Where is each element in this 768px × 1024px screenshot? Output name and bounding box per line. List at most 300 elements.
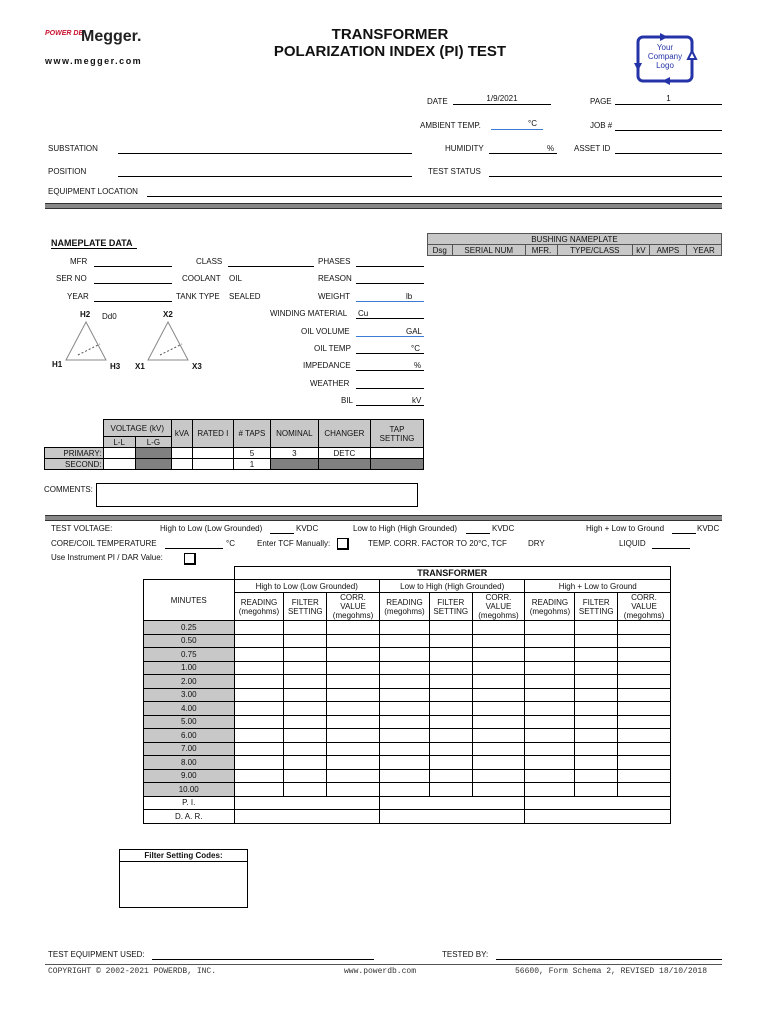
reading-cell[interactable]: [618, 783, 671, 797]
ll-header: L-L: [103, 437, 135, 448]
reading-cell[interactable]: [618, 729, 671, 743]
winding-value: Cu: [358, 309, 369, 318]
mfr-label: MFR: [70, 257, 88, 266]
reading-cell[interactable]: [429, 715, 472, 729]
reading-cell[interactable]: [525, 756, 575, 770]
minutes-header: MINUTES: [144, 580, 235, 621]
rated-header: RATED I: [192, 420, 233, 448]
primary-kva[interactable]: [172, 448, 193, 459]
table-row: [144, 621, 671, 635]
reading-cell[interactable]: [234, 621, 284, 635]
impedance-label: IMPEDANCE: [303, 361, 351, 370]
reading-cell[interactable]: [525, 742, 575, 756]
reading-cell[interactable]: [472, 661, 525, 675]
reading-cell[interactable]: [472, 742, 525, 756]
reading-cell[interactable]: [284, 756, 327, 770]
reading-cell[interactable]: [575, 783, 618, 797]
ser-no-label: SER NO: [56, 274, 87, 283]
reading-cell[interactable]: [284, 661, 327, 675]
reading-cell[interactable]: [575, 634, 618, 648]
primary-rated[interactable]: [192, 448, 233, 459]
reading-cell[interactable]: [379, 634, 429, 648]
reading-cell[interactable]: [284, 742, 327, 756]
equipment-label: TEST EQUIPMENT USED:: [48, 950, 145, 959]
second-rated[interactable]: [192, 459, 233, 470]
primary-nominal[interactable]: 3: [270, 448, 318, 459]
dry-label: DRY: [528, 539, 545, 548]
reading-cell[interactable]: [525, 661, 575, 675]
reason-label: REASON: [318, 274, 352, 283]
reading-cell[interactable]: [327, 742, 380, 756]
minute-cell: 0.50: [144, 634, 235, 648]
reading-cell[interactable]: [618, 634, 671, 648]
job-label: JOB #: [590, 121, 613, 130]
reading-cell[interactable]: [429, 675, 472, 689]
sub-header-0-0: READING (megohms): [234, 593, 284, 621]
reading-cell[interactable]: [429, 702, 472, 716]
reading-cell[interactable]: [234, 742, 284, 756]
primary-label: PRIMARY:: [45, 448, 104, 459]
primary-ll[interactable]: [103, 448, 135, 459]
primary-tap-setting[interactable]: [371, 448, 424, 459]
bil-unit: kV: [412, 396, 422, 405]
hl-voltage-field[interactable]: [270, 523, 294, 534]
filter-codes-box: [119, 849, 248, 908]
sub-header-1-2: CORR. VALUE (megohms): [472, 593, 525, 621]
reading-cell[interactable]: [525, 783, 575, 797]
table-row: [144, 729, 671, 743]
reading-cell[interactable]: [525, 621, 575, 635]
reading-cell[interactable]: [618, 756, 671, 770]
liquid-label: LIQUID: [619, 539, 646, 548]
minute-cell: 10.00: [144, 783, 235, 797]
title-line-2: POLARIZATION INDEX (PI) TEST: [273, 43, 507, 60]
asset-label: ASSET ID: [574, 144, 611, 153]
humidity-field[interactable]: [489, 143, 557, 154]
changer-header: CHANGER: [318, 420, 370, 448]
reading-cell[interactable]: [379, 729, 429, 743]
tank-type-label: TANK TYPE: [176, 292, 220, 301]
substation-field[interactable]: [118, 143, 412, 154]
reading-cell[interactable]: [234, 783, 284, 797]
hl-voltage-label: High to Low (Low Grounded): [160, 524, 263, 533]
megger-brand: Megger.: [81, 28, 142, 45]
reading-cell[interactable]: [379, 688, 429, 702]
second-taps[interactable]: 1: [233, 459, 270, 470]
bushing-col-6: YEAR: [686, 245, 721, 256]
tap-setting-header: TAP SETTING: [371, 420, 424, 448]
second-label: SECOND:: [45, 459, 104, 470]
reading-cell[interactable]: [525, 769, 575, 783]
minute-cell: 0.25: [144, 621, 235, 635]
weather-field[interactable]: [356, 378, 424, 389]
reading-cell[interactable]: [472, 675, 525, 689]
dar-label: D. A. R.: [144, 810, 235, 824]
hg-voltage-field[interactable]: [672, 523, 696, 534]
h2-label: H2: [80, 310, 91, 319]
sub-header-0-2: CORR. VALUE (megohms): [327, 593, 380, 621]
use-pi-label: Use Instrument PI / DAR Value:: [51, 553, 163, 562]
reading-cell[interactable]: [525, 675, 575, 689]
reading-cell[interactable]: [525, 702, 575, 716]
ambient-label: AMBIENT TEMP.: [420, 121, 481, 130]
reading-cell[interactable]: [618, 769, 671, 783]
taps-header: # TAPS: [233, 420, 270, 448]
ambient-field[interactable]: [491, 119, 543, 130]
reading-cell[interactable]: [429, 634, 472, 648]
minute-cell: 9.00: [144, 769, 235, 783]
weather-label: WEATHER: [310, 379, 350, 388]
year-field[interactable]: [94, 291, 172, 302]
reading-cell[interactable]: [327, 648, 380, 662]
reading-cell[interactable]: [327, 675, 380, 689]
filter-codes-title: Filter Setting Codes:: [120, 850, 247, 862]
use-pi-checkbox[interactable]: [184, 553, 196, 565]
impedance-field[interactable]: [356, 360, 424, 371]
second-nominal: [270, 459, 318, 470]
coolant-label: COOLANT: [182, 274, 221, 283]
primary-taps[interactable]: 5: [233, 448, 270, 459]
bushing-col-0: Dsg: [428, 245, 453, 256]
tcf-manual-label: Enter TCF Manually:: [257, 539, 331, 548]
minute-cell: 4.00: [144, 702, 235, 716]
reading-cell[interactable]: [327, 769, 380, 783]
reading-cell[interactable]: [379, 783, 429, 797]
tested-by-field[interactable]: [496, 949, 722, 960]
oil-volume-field[interactable]: [356, 326, 424, 337]
reading-cell[interactable]: [327, 634, 380, 648]
bushing-col-4: kV: [632, 245, 650, 256]
reading-cell[interactable]: [284, 769, 327, 783]
bushing-table: [427, 233, 722, 256]
status-field[interactable]: [489, 166, 722, 177]
core-temp-unit: °C: [226, 539, 235, 548]
sub-header-2-0: READING (megohms): [525, 593, 575, 621]
table-row: [144, 796, 671, 810]
kvdc-2: KVDC: [492, 524, 515, 533]
kvdc-1: KVDC: [296, 524, 319, 533]
reading-cell[interactable]: [472, 634, 525, 648]
tested-by-label: TESTED BY:: [442, 950, 489, 959]
page-field[interactable]: 1: [615, 94, 722, 105]
reading-cell[interactable]: [379, 756, 429, 770]
reading-cell[interactable]: [284, 729, 327, 743]
location-field[interactable]: [147, 186, 722, 197]
reading-cell[interactable]: [618, 715, 671, 729]
kvdc-3: KVDC: [697, 524, 720, 533]
minute-cell: 6.00: [144, 729, 235, 743]
x3-label: X3: [192, 362, 202, 371]
second-changer: [318, 459, 370, 470]
second-tap-setting: [371, 459, 424, 470]
oil-volume-label: OIL VOLUME: [301, 327, 350, 336]
reading-cell[interactable]: [234, 715, 284, 729]
reading-cell[interactable]: [575, 742, 618, 756]
kva-header: kVA: [172, 420, 193, 448]
h1-label: H1: [52, 360, 63, 369]
reading-cell[interactable]: [327, 783, 380, 797]
reading-cell[interactable]: [575, 702, 618, 716]
page-label: PAGE: [590, 97, 612, 106]
sub-header-1-1: FILTER SETTING: [429, 593, 472, 621]
reading-cell[interactable]: [327, 729, 380, 743]
reading-cell[interactable]: [618, 702, 671, 716]
minute-cell: 7.00: [144, 742, 235, 756]
reading-cell[interactable]: [327, 621, 380, 635]
phases-label: PHASES: [318, 257, 351, 266]
class-label: CLASS: [196, 257, 223, 266]
winding-label: WINDING MATERIAL: [270, 309, 348, 318]
core-temp-label: CORE/COIL TEMPERATURE: [51, 539, 157, 548]
reading-cell[interactable]: [618, 675, 671, 689]
reading-cell[interactable]: [284, 675, 327, 689]
reading-cell[interactable]: [234, 756, 284, 770]
reading-cell[interactable]: [284, 634, 327, 648]
weight-field[interactable]: [356, 291, 424, 302]
x2-label: X2: [163, 310, 173, 319]
vector-group: Dd0: [102, 312, 117, 321]
bushing-col-2: MFR.: [525, 245, 557, 256]
sub-header-2-2: CORR. VALUE (megohms): [618, 593, 671, 621]
footer-rule: [45, 964, 722, 965]
reading-cell[interactable]: [234, 688, 284, 702]
reading-cell[interactable]: [618, 742, 671, 756]
reading-cell[interactable]: [327, 688, 380, 702]
lh-voltage-field[interactable]: [466, 523, 490, 534]
footer-url[interactable]: www.powerdb.com: [344, 967, 417, 976]
powerdb-mark: POWER DB: [45, 30, 84, 37]
hg-voltage-label: High + Low to Ground: [586, 524, 665, 533]
reading-cell[interactable]: [379, 648, 429, 662]
humidity-label: HUMIDITY: [445, 144, 484, 153]
reading-cell[interactable]: [429, 729, 472, 743]
reading-cell[interactable]: [327, 715, 380, 729]
reading-cell[interactable]: [327, 702, 380, 716]
substation-label: SUBSTATION: [48, 144, 98, 153]
reading-cell[interactable]: [525, 688, 575, 702]
reading-cell[interactable]: [575, 756, 618, 770]
status-label: TEST STATUS: [428, 167, 481, 176]
reading-cell[interactable]: [379, 661, 429, 675]
bushing-title: BUSHING NAMEPLATE: [428, 234, 722, 245]
reading-cell[interactable]: [429, 756, 472, 770]
company-logo: [632, 33, 698, 85]
reading-cell[interactable]: [525, 648, 575, 662]
job-field[interactable]: [615, 120, 722, 131]
reading-cell[interactable]: [575, 621, 618, 635]
reading-cell[interactable]: [429, 661, 472, 675]
minute-cell: 1.00: [144, 661, 235, 675]
second-lg: [135, 459, 171, 470]
bushing-col-1: SERIAL NUM: [452, 245, 525, 256]
reading-cell[interactable]: [429, 769, 472, 783]
reading-cell[interactable]: [618, 661, 671, 675]
class-field[interactable]: [228, 256, 314, 267]
bil-field[interactable]: [356, 395, 424, 406]
sub-header-0-1: FILTER SETTING: [284, 593, 327, 621]
page-title: [230, 26, 550, 60]
minute-cell: 2.00: [144, 675, 235, 689]
comments-label: COMMENTS:: [44, 485, 93, 494]
reason-field[interactable]: [356, 273, 424, 284]
primary-changer[interactable]: DETC: [318, 448, 370, 459]
ser-no-field[interactable]: [94, 273, 172, 284]
tcf-manual-checkbox[interactable]: [337, 538, 349, 550]
date-field[interactable]: 1/9/2021: [453, 94, 551, 105]
reading-cell[interactable]: [525, 634, 575, 648]
position-label: POSITION: [48, 167, 87, 176]
winding-diagram: [48, 310, 218, 376]
second-kva[interactable]: [172, 459, 193, 470]
bushing-col-5: AMPS: [650, 245, 687, 256]
table-row: [144, 702, 671, 716]
reading-cell[interactable]: [234, 729, 284, 743]
x1-label: X1: [135, 362, 145, 371]
table-row: [144, 756, 671, 770]
reading-cell[interactable]: [379, 702, 429, 716]
reading-cell[interactable]: [234, 702, 284, 716]
oil-volume-unit: GAL: [406, 327, 423, 336]
pi-cell[interactable]: [234, 796, 379, 810]
table-row: [144, 661, 671, 675]
liquid-field[interactable]: [652, 538, 690, 549]
nominal-header: NOMINAL: [270, 420, 318, 448]
second-ll[interactable]: [103, 459, 135, 470]
title-line-1: TRANSFORMER: [331, 26, 449, 43]
reading-cell[interactable]: [379, 715, 429, 729]
comments-field[interactable]: [96, 483, 418, 507]
lg-header: L-G: [135, 437, 171, 448]
reading-cell[interactable]: [379, 675, 429, 689]
oil-temp-unit: °C: [411, 344, 420, 353]
reading-cell[interactable]: [618, 621, 671, 635]
reading-cell[interactable]: [575, 729, 618, 743]
reading-cell[interactable]: [234, 648, 284, 662]
phases-field[interactable]: [356, 256, 424, 267]
table-row: [144, 634, 671, 648]
reading-cell[interactable]: [284, 702, 327, 716]
minute-cell: 3.00: [144, 688, 235, 702]
h3-label: H3: [110, 362, 121, 371]
weight-unit: lb: [406, 292, 413, 301]
reading-cell[interactable]: [618, 648, 671, 662]
reading-cell[interactable]: [284, 688, 327, 702]
bil-label: BIL: [341, 396, 354, 405]
reading-cell[interactable]: [472, 621, 525, 635]
reading-cell[interactable]: [284, 783, 327, 797]
reading-cell[interactable]: [525, 729, 575, 743]
impedance-unit: %: [414, 361, 422, 370]
mfr-field[interactable]: [94, 256, 172, 267]
oil-temp-label: OIL TEMP: [314, 344, 351, 353]
reading-cell[interactable]: [284, 648, 327, 662]
minute-cell: 0.75: [144, 648, 235, 662]
asset-field[interactable]: [615, 143, 722, 154]
reading-cell[interactable]: [284, 715, 327, 729]
dar-cell[interactable]: [379, 810, 524, 824]
reading-cell[interactable]: [429, 742, 472, 756]
reading-cell[interactable]: [472, 648, 525, 662]
oil-temp-field[interactable]: [356, 343, 424, 354]
reading-cell[interactable]: [429, 688, 472, 702]
pi-cell[interactable]: [379, 796, 524, 810]
reading-cell[interactable]: [472, 729, 525, 743]
voltage-table: [44, 419, 424, 470]
reading-cell[interactable]: [234, 661, 284, 675]
date-label: DATE: [427, 97, 448, 106]
weight-label: WEIGHT: [318, 292, 350, 301]
reading-cell[interactable]: [379, 742, 429, 756]
table-row: [144, 648, 671, 662]
reading-cell[interactable]: [472, 688, 525, 702]
table-row: [144, 783, 671, 797]
group-header-2: High + Low to Ground: [525, 580, 671, 593]
reading-cell[interactable]: [575, 715, 618, 729]
reading-cell[interactable]: [575, 769, 618, 783]
dar-cell[interactable]: [234, 810, 379, 824]
reading-cell[interactable]: [379, 769, 429, 783]
reading-cell[interactable]: [429, 783, 472, 797]
group-header-1: Low to High (High Grounded): [379, 580, 524, 593]
equipment-field[interactable]: [152, 949, 374, 960]
reading-cell[interactable]: [234, 675, 284, 689]
nameplate-heading: NAMEPLATE DATA: [51, 238, 137, 249]
reading-cell[interactable]: [575, 688, 618, 702]
table-row: [144, 810, 671, 824]
core-temp-field[interactable]: [165, 538, 223, 549]
reading-cell[interactable]: [429, 648, 472, 662]
reading-cell[interactable]: [575, 648, 618, 662]
reading-cell[interactable]: [618, 688, 671, 702]
year-label: YEAR: [67, 292, 89, 301]
reading-cell[interactable]: [327, 756, 380, 770]
winding-field[interactable]: [356, 308, 424, 319]
table-row: [144, 769, 671, 783]
company-logo-text: Your Company Logo: [647, 43, 683, 70]
reading-cell[interactable]: [379, 621, 429, 635]
results-table: [143, 566, 671, 824]
table-row: [144, 688, 671, 702]
pi-label: P. I.: [144, 796, 235, 810]
position-field[interactable]: [118, 166, 412, 177]
sub-header-2-1: FILTER SETTING: [575, 593, 618, 621]
dar-cell[interactable]: [525, 810, 671, 824]
megger-website: www.megger.com: [45, 56, 143, 66]
section-divider-2: [45, 515, 722, 521]
table-row: [144, 742, 671, 756]
pi-cell[interactable]: [525, 796, 671, 810]
test-voltage-label: TEST VOLTAGE:: [51, 524, 113, 533]
results-title: TRANSFORMER: [234, 567, 671, 580]
reading-cell[interactable]: [284, 621, 327, 635]
section-divider: [45, 203, 722, 209]
reading-cell[interactable]: [472, 715, 525, 729]
reading-cell[interactable]: [575, 661, 618, 675]
reading-cell[interactable]: [472, 769, 525, 783]
reading-cell[interactable]: [429, 621, 472, 635]
reading-cell[interactable]: [525, 715, 575, 729]
reading-cell[interactable]: [472, 756, 525, 770]
reading-cell[interactable]: [234, 769, 284, 783]
reading-cell[interactable]: [327, 661, 380, 675]
table-row: [144, 715, 671, 729]
reading-cell[interactable]: [472, 783, 525, 797]
reading-cell[interactable]: [234, 634, 284, 648]
sub-header-1-0: READING (megohms): [379, 593, 429, 621]
reading-cell[interactable]: [472, 702, 525, 716]
reading-cell[interactable]: [575, 675, 618, 689]
location-label: EQUIPMENT LOCATION: [48, 187, 138, 196]
